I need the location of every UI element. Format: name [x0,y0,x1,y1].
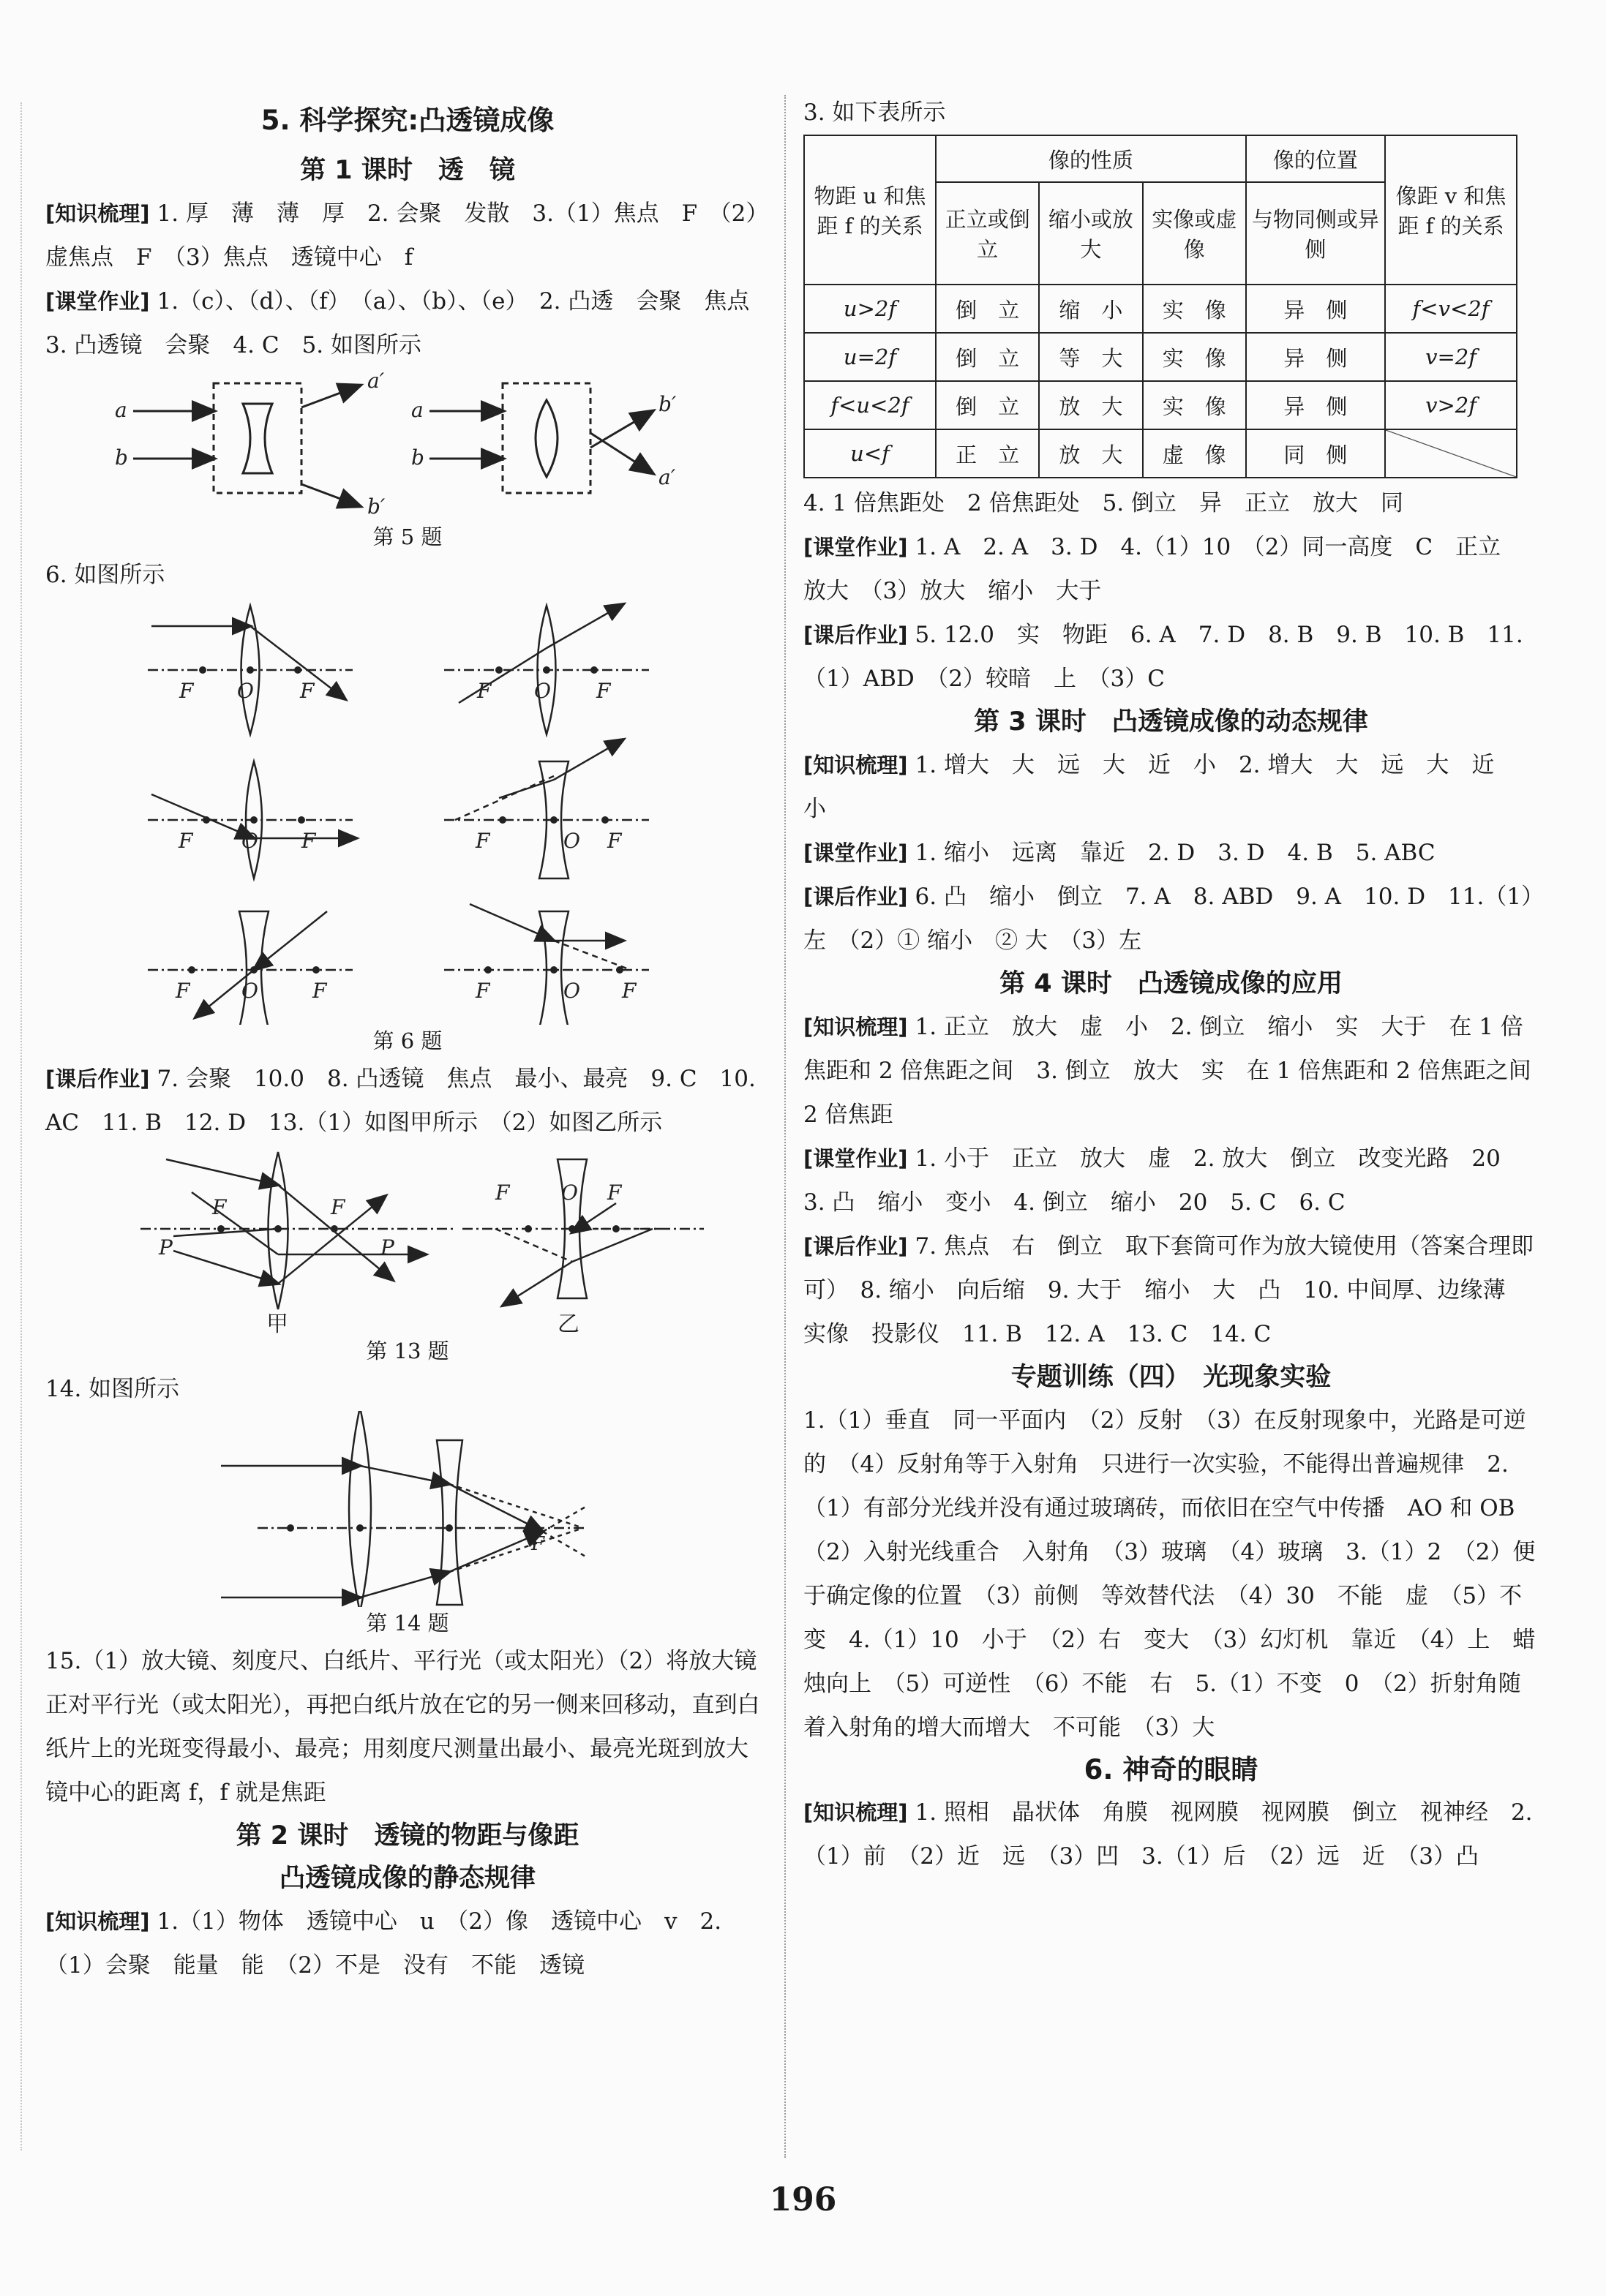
figure-6-diagram [45,597,770,1025]
figure-5-diagram [45,367,770,521]
lesson-3-knowledge: [知识梳理] 1. 增大 大 远 大 近 小 2. 增大 大 远 大 近 小 [803,752,1517,822]
svg-text:F: F [179,829,193,853]
svg-text:O: O [561,1181,578,1205]
section-6-knowledge: [知识梳理] 1. 照相 晶状体 角膜 视网膜 视网膜 倒立 视神经 2.（1）前 （2）近 远 （3）凹 3.（1）后 （2）远 近 （3）凸 [803,1799,1533,1870]
svg-text:O: O [563,979,580,1003]
right-column [803,95,1554,1878]
lesson-2-knowledge: [知识梳理] 1.（1）物体 透镜中心 u （2）像 透镜中心 v 2.（1）会聚 能量 能 （2）不是 没有 不能 透镜 [45,1908,722,1979]
svg-text:F: F [596,679,611,703]
lesson-4-classwork: [课堂作业] 1. 小于 正立 放大 虚 2. 放大 倒立 改变光路 20 3. 凸 缩小 变小 4. 倒立 缩小 20 5. C 6. C [803,1145,1523,1216]
svg-text:F: F [312,979,327,1003]
th-real: 实像或虚像 [1143,182,1246,285]
column-divider [784,95,786,2158]
lesson-2-answers-4-5: 4. 1 倍焦距处 2 倍焦距处 5. 倒立 异 正立 放大 同 [803,490,1404,516]
tag-classwork: [课堂作业] [45,289,150,314]
svg-text:a′: a′ [658,465,676,489]
th-position: 像的位置 [1246,135,1385,182]
figure-5-caption: 第 5 题 [372,524,443,549]
question-3: 3. 如下表所示 [803,99,946,126]
label-a: a [115,398,127,422]
lesson-4-title: 第 4 课时 凸透镜成像的应用 [999,969,1343,998]
label-F: F [179,679,194,703]
special-training-answers: 1.（1）垂直 同一平面内 （2）反射 （3）在反射现象中，光路是可逆的 （4）反射角等于入射角 只进行一次实验，不能得出普遍规律 2.（1）有部分光线并没有通过玻璃砖，而依旧在空气中传播 AO 和 OB （2）入射光线重合 入射角 （3）玻璃 （4）玻璃 3.（1）2 （2）便于确定像的位置 （3）前侧 等效替代法 （4）30 不能 虚 （5）不变 4.（1）10 小于 （2）右 变大 （3）幻灯机 靠近 （4）上 蜡烛向上 （5）可逆性 （6）不能 右 5.（1）不变 0 （2）折射角随着入射角的增大而增大 不可能 （3）大 [803,1407,1538,1741]
lesson-4-knowledge: [知识梳理] 1. 正立 放大 虚 小 2. 倒立 缩小 实 大于 在 1 倍焦距和 2 倍焦距之间 3. 倒立 放大 实 在 1 倍焦距和 2 倍焦距之间 2 倍焦距 [803,1014,1554,1128]
question-6: 6. 如图所示 [45,562,165,588]
page-edge [20,102,22,2150]
lesson-1-homework: [课后作业] 7. 会聚 10.0 8. 凸透镜 焦点 最小、最亮 9. C 10. AC 11. B 12. D 13.（1）如图甲所示 （2）如图乙所示 [45,1066,756,1136]
svg-text:F: F [622,979,637,1003]
left-column [45,95,773,1987]
lesson-3-title: 第 3 课时 凸透镜成像的动态规律 [974,707,1368,737]
figure-14-caption: 第 14 题 [366,1611,449,1636]
table-row: f<u<2f 倒 立 放 大 实 像 异 侧 v>2f [804,381,1517,429]
svg-text:a: a [411,398,424,422]
svg-text:O: O [241,829,258,853]
th-side: 与物同侧或异侧 [1246,182,1385,285]
figure-13-diagram [45,1145,770,1335]
th-upright: 正立或倒立 [936,182,1039,285]
svg-text:F: F [607,829,622,853]
th-nature: 像的性质 [936,135,1246,182]
lesson-1-title: 第 1 课时 透 镜 [300,156,515,185]
svg-text:F: F [476,829,490,853]
svg-text:O: O [534,679,551,703]
label-b: b [115,445,128,470]
figure-13 [45,1145,770,1335]
label-O: O [237,679,254,703]
svg-text:b′: b′ [658,392,677,416]
tag-knowledge: [知识梳理] [45,201,150,226]
svg-text:F: F [300,679,315,703]
table-row: u<f 正 立 放 大 虚 像 同 侧 [804,429,1517,478]
th-relation: 物距 u 和焦距 f 的关系 [804,135,936,285]
svg-text:F: F [495,1181,510,1205]
figure-5 [45,367,770,521]
th-image-distance: 像距 v 和焦距 f 的关系 [1385,135,1517,285]
lesson-3-homework: [课后作业] 6. 凸 缩小 倒立 7. A 8. ABD 9. A 10. D 11.（1）左 （2）① 缩小 ② 大 （3）左 [803,884,1533,954]
question-14: 14. 如图所示 [45,1376,180,1402]
empty-diagonal-cell [1385,429,1517,478]
table-row: u>2f 倒 立 缩 小 实 像 异 侧 f<v<2f [804,285,1517,333]
tag-homework: [课后作业] [45,1066,150,1091]
figure-14-diagram [45,1411,770,1607]
lesson-4-homework: [课后作业] 7. 焦点 右 倒立 取下套筒可作为放大镜使用（答案合理即可） 8. 缩小 向后缩 9. 大于 缩小 大 凸 10. 中间厚、边缘薄 实像 投影仪 11. B 12. A 13. C 14. C [803,1233,1534,1347]
table-row: u=2f 倒 立 等 大 实 像 异 侧 v=2f [804,333,1517,381]
page-number: 196 [769,2181,837,2218]
svg-text:F: F [212,1195,227,1219]
section-title-convex-lens: 5. 科学探究:凸透镜成像 [260,105,555,136]
question-15: 15.（1）放大镜、刻度尺、白纸片、平行光（或太阳光）（2）将放大镜正对平行光（或太阳光），再把白纸片放在它的另一侧来回移动，直到白纸片上的光斑变得最小、最亮；用刻度尺测量出最小、最亮光斑到放大镜中心的距离 f，f 就是焦距 [45,1648,760,1806]
svg-text:O: O [563,829,580,853]
svg-text:F: F [607,1181,622,1205]
figure-14 [45,1411,770,1607]
svg-text:F: F [301,829,316,853]
label-b-prime: b′ [367,494,386,519]
svg-text:F: F [331,1195,345,1219]
figure-6-caption: 第 6 题 [372,1028,443,1053]
imaging-rules-table [803,135,1517,478]
lesson-2-title-line-2: 凸透镜成像的静态规律 [279,1864,536,1893]
section-title-eyes: 6. 神奇的眼睛 [1084,1754,1258,1785]
svg-text:P: P [380,1235,394,1260]
label-a-prime: a′ [367,369,385,393]
svg-text:F: F [531,1533,545,1555]
special-training-title: 专题训练（四） 光现象实验 [1010,1363,1332,1392]
figure-13-label-yi: 乙 [558,1311,579,1335]
lesson-2-classwork: [课堂作业] 1. A 2. A 3. D 4.（1）10 （2）同一高度 C 正立 放大 （3）放大 缩小 大于 [803,534,1524,604]
figure-6 [45,597,770,1025]
svg-text:F: F [477,679,492,703]
lesson-1-knowledge: [知识梳理] 1. 厚 薄 薄 厚 2. 会聚 发散 3.（1）焦点 F （2）虚焦点 F （3）焦点 透镜中心 f [45,200,769,271]
figure-13-label-jia: 甲 [266,1311,288,1335]
label-P: P [159,1235,173,1260]
svg-text:O: O [241,979,258,1003]
figure-13-caption: 第 13 题 [366,1339,449,1363]
th-size: 缩小或放大 [1039,182,1142,285]
svg-text:F: F [176,979,190,1003]
svg-text:b: b [411,445,424,470]
svg-text:F: F [476,979,490,1003]
lesson-2-title-line-1: 第 2 课时 透镜的物距与像距 [236,1821,579,1851]
lesson-2-homework: [课后作业] 5. 12.0 实 物距 6. A 7. D 8. B 9. B 10. B 11.（1）ABD （2）较暗 上 （3）C [803,622,1523,692]
lesson-1-classwork: [课堂作业] 1.（c）、（d）、（f） （a）、（b）、（e） 2. 凸透 会聚 焦点 3. 凸透镜 会聚 4. C 5. 如图所示 [45,288,773,358]
lesson-3-classwork: [课堂作业] 1. 缩小 远离 靠近 2. D 3. D 4. B 5. ABC [803,840,1436,866]
